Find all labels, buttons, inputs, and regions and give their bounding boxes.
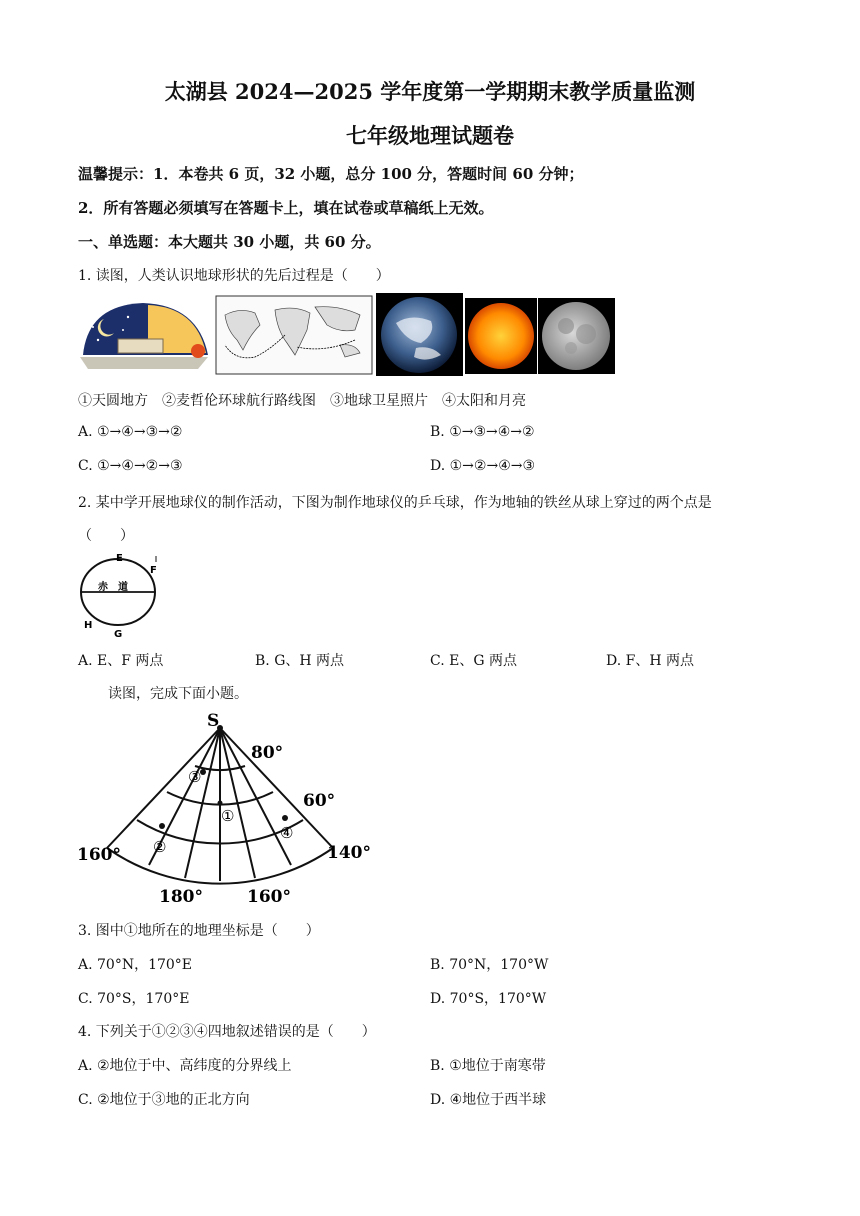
heaven-round-earth-square-image bbox=[78, 295, 213, 375]
lon-label-180: 180° bbox=[159, 887, 203, 907]
point-4: ④ bbox=[280, 824, 294, 842]
pole-label: S bbox=[207, 711, 220, 731]
q2-stem: 2. 某中学开展地球仪的制作活动，下图为制作地球仪的乒乓球，作为地轴的铁丝从球上穿过的两个点是 bbox=[78, 495, 712, 511]
q4-stem: 4. 下列关于①②③④四地叙述错误的是（ ） bbox=[78, 1024, 376, 1040]
point-3: ③ bbox=[188, 768, 202, 786]
q4-option-a: A. ②地位于中、高纬度的分界线上 bbox=[78, 1058, 292, 1074]
q2-paren: （ ） bbox=[78, 528, 134, 544]
q4-option-d: D. ④地位于西半球 bbox=[430, 1092, 547, 1108]
section-heading: 一、单选题：本大题共 30 小题，共 60 分。 bbox=[78, 233, 381, 251]
earth-satellite-photo-image bbox=[376, 293, 463, 376]
q3-option-d: D. 70°S，170°W bbox=[430, 991, 547, 1007]
label-h: H bbox=[84, 620, 93, 631]
label-f: F bbox=[150, 565, 157, 576]
q4-option-b: B. ①地位于南寒带 bbox=[430, 1058, 546, 1074]
page-title: 太湖县 2024—2025 学年度第一学期期末教学质量监测 bbox=[164, 79, 696, 104]
q1-stem: 1. 读图，人类认识地球形状的先后过程是（ ） bbox=[78, 268, 390, 284]
q1-option-d: D. ①→②→④→③ bbox=[430, 458, 536, 474]
q1-caption: ①天圆地方 ②麦哲伦环球航行路线图 ③地球卫星照片 ④太阳和月亮 bbox=[78, 393, 526, 409]
q2-option-c: C. E、G 两点 bbox=[430, 653, 517, 669]
q3-option-b: B. 70°N，170°W bbox=[430, 957, 549, 973]
notice-line-1: 温馨提示：1．本卷共 6 页，32 小题，总分 100 分，答题时间 60 分钟； bbox=[78, 165, 584, 183]
q3-option-a: A. 70°N，170°E bbox=[78, 957, 193, 973]
sun-photo-image bbox=[465, 298, 537, 374]
q3-stem: 3. 图中①地所在的地理坐标是（ ） bbox=[78, 923, 320, 939]
q1-option-c: C. ①→④→②→③ bbox=[78, 458, 183, 474]
lon-label-160-bottom: 160° bbox=[247, 887, 291, 907]
label-e: E bbox=[116, 553, 123, 564]
point-1: ① bbox=[221, 807, 235, 825]
q2-option-d: D. F、H 两点 bbox=[606, 653, 694, 669]
label-g: G bbox=[114, 629, 123, 640]
q4-option-c: C. ②地位于③地的正北方向 bbox=[78, 1092, 250, 1108]
south-polar-projection-figure bbox=[75, 708, 375, 908]
group-intro: 读图，完成下面小题。 bbox=[108, 686, 248, 702]
pingpong-globe-figure bbox=[78, 548, 163, 640]
q2-option-a: A. E、F 两点 bbox=[78, 653, 164, 669]
lon-label-140: 140° bbox=[327, 843, 371, 863]
lat-label-80: 80° bbox=[251, 743, 284, 763]
lon-label-160-left: 160° bbox=[77, 845, 121, 865]
lat-label-60: 60° bbox=[303, 791, 336, 811]
q1-option-a: A. ①→④→③→② bbox=[78, 424, 183, 440]
q3-option-c: C. 70°S，170°E bbox=[78, 991, 190, 1007]
q1-option-b: B. ①→③→④→② bbox=[430, 424, 535, 440]
notice-line-2: 2．所有答题必须填写在答题卡上，填在试卷或草稿纸上无效。 bbox=[78, 199, 494, 217]
magellan-route-map-image bbox=[215, 295, 373, 375]
q2-option-b: B. G、H 两点 bbox=[255, 653, 345, 669]
label-equator: 赤 道 bbox=[98, 582, 128, 593]
moon-photo-image bbox=[538, 298, 615, 374]
page-subtitle: 七年级地理试题卷 bbox=[346, 123, 514, 148]
point-2: ② bbox=[153, 838, 167, 856]
